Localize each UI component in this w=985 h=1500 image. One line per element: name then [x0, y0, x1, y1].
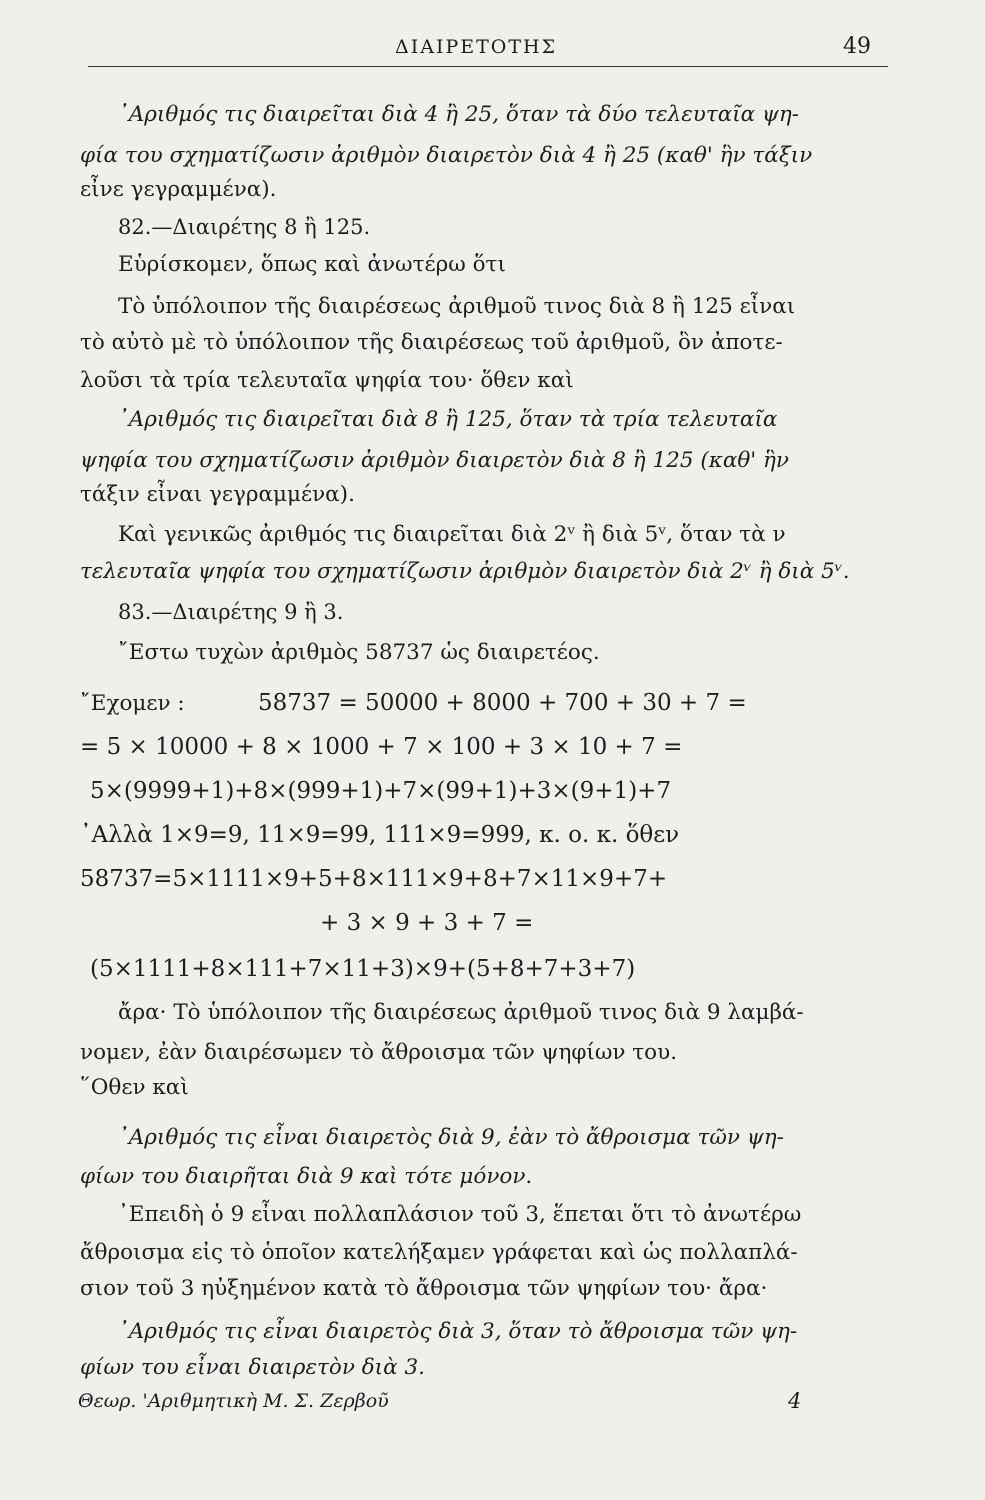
- text-line: τὸ αὐτὸ μὲ τὸ ὑπόλοιπον τῆς διαιρέσεως τοῦ ἀριθμοῦ, ὃν ἀποτε-: [80, 330, 783, 355]
- text-line: εἶνε γεγραμμένα).: [80, 177, 277, 202]
- text-line: ᾿Αριθμός τις διαιρεῖται διὰ 4 ἢ 25, ὅταν τὰ δύο τελευταῖα ψη-: [118, 102, 800, 127]
- text-line: τάξιν εἶναι γεγραμμένα).: [80, 482, 355, 507]
- text-line: ψηφία του σχηματίζωσιν ἀριθμὸν διαιρετὸν διὰ 8 ἢ 125 (καθ' ἣν: [80, 448, 789, 473]
- equation-line: 5×(9999+1)+8×(999+1)+7×(99+1)+3×(9+1)+7: [90, 778, 672, 804]
- text-line: Τὸ ὑπόλοιπον τῆς διαιρέσεως ἀριθμοῦ τινος διὰ 8 ἢ 125 εἶναι: [118, 294, 796, 319]
- text-line: ἄρα· Τὸ ὑπόλοιπον τῆς διαιρέσεως ἀριθμοῦ τινος διὰ 9 λαμβά-: [118, 1000, 804, 1025]
- text-line: ῎Εστω τυχὼν ἀριθμὸς 58737 ὡς διαιρετέος.: [118, 640, 600, 665]
- text-line: λοῦσι τὰ τρία τελευταῖα ψηφία του· ὅθεν καὶ: [80, 368, 574, 393]
- text-line: ἄθροισμα εἰς τὸ ὁποῖον κατελήξαμεν γράφεται καὶ ὡς πολλαπλά-: [80, 1240, 798, 1265]
- equation-label: ῎Εχομεν :: [80, 691, 185, 716]
- text-line: τελευταῖα ψηφία του σχηματίζωσιν ἀριθμὸν διαιρετὸν διὰ 2ᵛ ἢ διὰ 5ᵛ.: [80, 559, 850, 584]
- text-line: νομεν, ἐὰν διαιρέσωμεν τὸ ἄθροισμα τῶν ψηφίων του.: [80, 1040, 678, 1065]
- text-line: φίων του εἶναι διαιρετὸν διὰ 3.: [80, 1355, 425, 1380]
- text-line: φίων του διαιρῆται διὰ 9 καὶ τότε μόνον.: [80, 1164, 533, 1189]
- section-heading-82: 82.—Διαιρέτης 8 ἢ 125.: [118, 215, 371, 239]
- text-line: ᾿Αριθμός τις εἶναι διαιρετὸς διὰ 3, ὅταν τὸ ἄθροισμα τῶν ψη-: [118, 1319, 798, 1344]
- text-line: σιον τοῦ 3 ηὐξημένον κατὰ τὸ ἄθροισμα τῶν ψηφίων του· ἄρα·: [80, 1276, 768, 1301]
- text-line: φία του σχηματίζωσιν ἀριθμὸν διαιρετὸν διὰ 4 ἢ 25 (καθ' ἣν τάξιν: [80, 143, 813, 168]
- footer-signature-mark: 4: [788, 1389, 802, 1413]
- text-line: Καὶ γενικῶς ἀριθμός τις διαιρεῖται διὰ 2ᵛ ἢ διὰ 5ᵛ, ὅταν τὰ ν: [118, 522, 786, 547]
- running-header-title: ΔΙΑΙΡΕΤΟΤΗΣ: [395, 36, 558, 58]
- text-line: ᾿Αριθμός τις διαιρεῖται διὰ 8 ἢ 125, ὅταν τὰ τρία τελευταῖα: [118, 407, 778, 432]
- text-line: ᾿Επειδὴ ὁ 9 εἶναι πολλαπλάσιον τοῦ 3, ἕπεται ὅτι τὸ ἀνωτέρω: [118, 1202, 802, 1227]
- equation-line: ᾿Αλλὰ 1×9=9, 11×9=99, 111×9=999, κ. ο. κ. ὅθεν: [80, 822, 680, 848]
- header-rule: [88, 66, 888, 67]
- equation-line: 58737=5×1111×9+5+8×111×9+8+7×11×9+7+: [80, 866, 668, 892]
- section-heading-83: 83.—Διαιρέτης 9 ἢ 3.: [118, 600, 344, 624]
- equation-line: + 3 × 9 + 3 + 7 =: [320, 910, 534, 936]
- text-line: Εὑρίσκομεν, ὅπως καὶ ἀνωτέρω ὅτι: [118, 252, 506, 277]
- text-line: ᾿Αριθμός τις εἶναι διαιρετὸς διὰ 9, ἐὰν τὸ ἄθροισμα τῶν ψη-: [118, 1125, 784, 1150]
- equation-line: = 5 × 10000 + 8 × 1000 + 7 × 100 + 3 × 10 + 7 =: [80, 734, 683, 760]
- equation-line: (5×1111+8×111+7×11+3)×9+(5+8+7+3+7): [90, 956, 636, 982]
- equation-line: 58737 = 50000 + 8000 + 700 + 30 + 7 =: [258, 690, 747, 716]
- footer-book-reference: Θεωρ. 'Αριθμητικὴ Μ. Σ. Ζερβοῦ: [78, 1390, 389, 1412]
- text-line: ῞Οθεν καὶ: [80, 1075, 189, 1100]
- page-number: 49: [843, 34, 871, 59]
